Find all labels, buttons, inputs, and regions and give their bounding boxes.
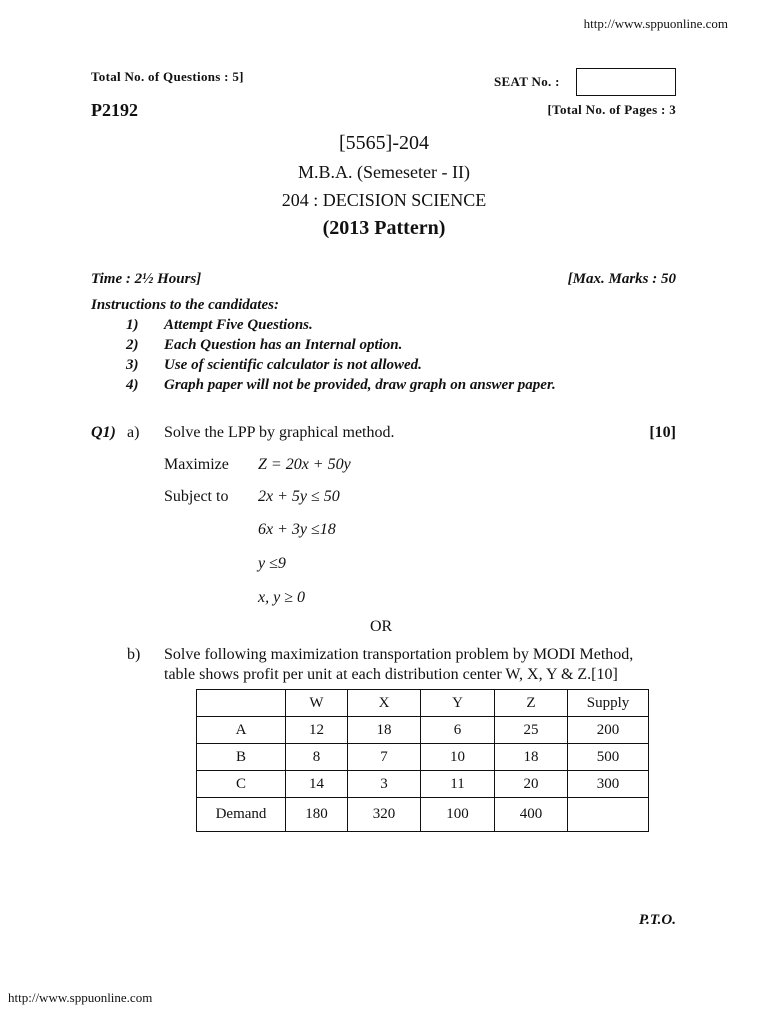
table-cell: 10 (421, 744, 495, 771)
table-cell: 12 (286, 717, 348, 744)
maximize-label: Maximize (164, 456, 229, 473)
instruction-number: 1) (126, 317, 139, 333)
table-cell: 100 (421, 798, 495, 832)
table-row (197, 744, 649, 771)
max-marks: [Max. Marks : 50 (567, 271, 676, 287)
table-cell: 200 (568, 717, 649, 744)
instruction-text: Graph paper will not be provided, draw graph on answer paper. (164, 377, 556, 393)
part-a-text: Solve the LPP by graphical method. (164, 424, 395, 441)
part-a-label: a) (127, 424, 140, 441)
table-cell: 320 (348, 798, 421, 832)
seat-no-label: SEAT No. : (494, 74, 560, 89)
instructions-heading: Instructions to the candidates: (91, 297, 279, 313)
table-cell: 6 (421, 717, 495, 744)
instruction-number: 2) (126, 337, 139, 353)
transportation-table (196, 689, 649, 832)
table-cell: 8 (286, 744, 348, 771)
seat-no-box (576, 68, 676, 96)
table-cell: Demand (197, 798, 286, 832)
table-cell: A (197, 717, 286, 744)
table-cell: 500 (568, 744, 649, 771)
table-cell: 300 (568, 771, 649, 798)
source-url-bottom[interactable]: http://www.sppuonline.com (8, 990, 153, 1005)
table-cell: 20 (495, 771, 568, 798)
table-header-cell: X (348, 690, 421, 717)
time-allowed: Time : 2½ Hours] (91, 271, 202, 287)
constraint: y ≤9 (258, 555, 286, 572)
table-cell: 180 (286, 798, 348, 832)
question-label: Q1) (91, 424, 116, 441)
table-header-cell: Y (421, 690, 495, 717)
subject-to-label: Subject to (164, 488, 229, 505)
part-b-label: b) (127, 646, 141, 663)
table-cell: B (197, 744, 286, 771)
table-cell: 7 (348, 744, 421, 771)
table-header-cell: Z (495, 690, 568, 717)
objective-function: Z = 20x + 50y (258, 456, 351, 473)
table-row (197, 717, 649, 744)
table-header-cell: W (286, 690, 348, 717)
table-header-cell: Supply (568, 690, 649, 717)
table-cell: 14 (286, 771, 348, 798)
table-row (197, 771, 649, 798)
pto-label: P.T.O. (638, 912, 676, 928)
table-cell: 18 (495, 744, 568, 771)
constraint: x, y ≥ 0 (258, 589, 305, 606)
total-pages: [Total No. of Pages : 3 (547, 102, 676, 117)
table-cell (197, 690, 286, 717)
table-cell: 18 (348, 717, 421, 744)
table-cell: 25 (495, 717, 568, 744)
course-title: M.B.A. (Semeseter - II) (298, 162, 470, 182)
paper-code: P2192 (91, 100, 138, 120)
pattern-title: (2013 Pattern) (322, 217, 446, 239)
instruction-text: Each Question has an Internal option. (164, 337, 403, 353)
exam-code: [5565]-204 (339, 132, 429, 154)
total-questions: Total No. of Questions : 5] (91, 69, 244, 84)
part-b-text-line1: Solve following maximization transportation problem by MODI Method, (164, 646, 634, 663)
instruction-number: 4) (126, 377, 139, 393)
part-a-marks: [10] (649, 424, 676, 441)
table-cell: 400 (495, 798, 568, 832)
table-header-row (197, 690, 649, 717)
constraint: 2x + 5y ≤ 50 (258, 488, 340, 505)
table-cell: 3 (348, 771, 421, 798)
table-cell: C (197, 771, 286, 798)
or-separator: OR (370, 618, 393, 635)
table-row (197, 798, 649, 832)
subject-title: 204 : DECISION SCIENCE (281, 190, 487, 210)
instruction-text: Attempt Five Questions. (164, 317, 313, 333)
table-cell: 11 (421, 771, 495, 798)
instruction-number: 3) (126, 357, 139, 373)
source-url-top[interactable]: http://www.sppuonline.com (583, 16, 728, 31)
table-cell (568, 798, 649, 832)
part-b-text-line2: table shows profit per unit at each distribution center W, X, Y & Z.[10] (164, 666, 618, 683)
instruction-text: Use of scientific calculator is not allowed. (164, 357, 422, 373)
constraint: 6x + 3y ≤18 (258, 521, 336, 538)
